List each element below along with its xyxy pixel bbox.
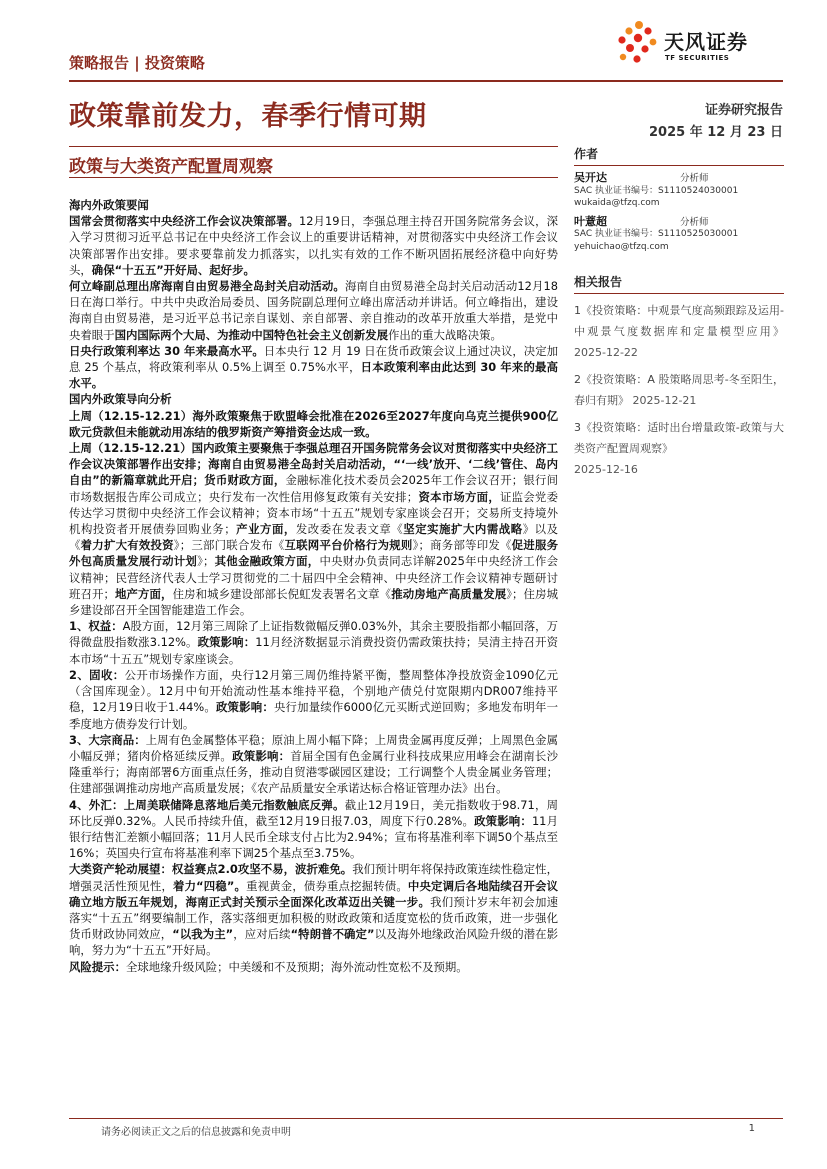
logo-name: 天风证券 [664, 30, 748, 54]
paragraph-fx: 4、外汇：上周美联储降息落地后美元指数触底反弹。截止12月19日，美元指数收于98.71，周环比反弹0.32%。人民币持续升值，截至12月19日报7.03，周度下行0.28%。政策影响：11月银行结售汇差额小幅回落；11月人民币全球支付占比为2.94%；宣布将基准利率下调50个基点至16%；英国央行宣布将基准利率下调25个基点至3.75%。 [69, 797, 558, 861]
analyst-email[interactable]: yehuichao@tfzq.com [574, 241, 669, 252]
logo-subtitle: TF SECURITIES [665, 54, 730, 62]
analyst-name: 吴开达 [574, 171, 607, 184]
report-date: 2025 年 12 月 23 日 [649, 125, 783, 140]
related-report-item[interactable] [574, 417, 784, 480]
analyst-name: 叶薏超 [574, 214, 607, 228]
related-report-title[interactable]: 3《投资策略：适时出台增量政策-政策与大类资产配置周观察》 [574, 421, 784, 455]
page-title: 政策靠前发力，春季行情可期 [69, 101, 427, 132]
logo-dot-7 [626, 44, 634, 52]
paragraph-domestic-policy: 上周（12.15-12.21）国内政策主要聚焦于李强总理召开国务院常务会议对贯彻落实中央经济工作会议决策部署作出安排；海南自由贸易港全岛封关启动活动，“‘一线’放开、‘二线’管住、岛内自由”的新篇章就此开启；货币财政方面，金融标准化技术委员会2025年工作会议召开；银行间市场数据报告库公司成立；央行发布一次性信用修复政策有关安排；资本市场方面，证监会党委传达学习贯彻中央经济工作会议精神；资本市场“十五五”规划专家座谈会召开；交易所支持境外机构投资者开展债券回购业务；产业方面，发改委在发表文章《坚定实施扩大内需战略》以及《着力扩大有效投资》；三部门联合发布《互联网平台价格行为规则》；商务部等印发《促进服务外包高质量发展行动计划》；其他金融政策方面，中央财办负责同志详解2025年中央经济工作会议精神；民营经济代表人士学习贯彻党的二十届四中全会精神、中央经济工作会议精神专题研讨班召开；地产方面，住房和城乡建设部部长倪虹发表署名文章《推动房地产高质量发展》；住房城乡建设部召开全国智能建造工作会。 [69, 441, 558, 618]
title-divider [69, 146, 558, 147]
logo-mark-icon [614, 20, 658, 66]
footer-disclaimer: 请务必阅读正文之后的信息披露和免责申明 [101, 1127, 291, 1138]
related-report-item[interactable] [574, 369, 784, 411]
logo-dot-6 [650, 39, 657, 46]
logo-dot-8 [641, 45, 648, 52]
logo-dot-1 [635, 21, 643, 29]
analyst-card [574, 216, 784, 254]
logo-dot-5 [634, 34, 642, 42]
related-report-item[interactable] [574, 300, 784, 363]
page-subtitle: 政策与大类资产配置周观察 [69, 157, 273, 177]
analyst-role: 分析师 [680, 173, 709, 184]
paragraph-fixed-income: 2、固收：公开市场操作方面，央行12月第三周仍维持紧平衡，整周整体净投放资金1090亿元（含国库现金）。12月中旬开始流动性基本维持平稳，个别地产债兑付宽限期内DR007维持平稳，12月19日收于1.44%。政策影响：央行加量续作6000亿元买断式逆回购；多地发布明年一季度地方债券发行计划。 [69, 667, 558, 731]
related-report-date: 2025-12-21 [632, 394, 697, 407]
related-report-title[interactable]: 2《投资策略：A 股策略周思考-冬至阳生，春归有期》 [574, 373, 784, 407]
paragraph-risk: 风险提示：全球地缘升级风险；中美缓和不及预期；海外流动性宽松不及预期。 [69, 959, 468, 974]
paragraph-overseas-policy: 上周（12.15-12.21）海外政策聚焦于欧盟峰会批准在2026至2027年度向乌克兰提供900亿欧元贷款但未能就动用冻结的俄罗斯资产筹措资金达成一致。 [69, 408, 558, 439]
related-reports [574, 273, 784, 480]
paragraph-boj: 日央行政策利率达 30 年来最高水平。日本央行 12 月 19 日在货币政策会议上通过决议，决定加息 25 个基点，将政策利率从 0.5%上调至 0.75%水平，日本政策利率由此达到 30 年来的最高水平。 [69, 343, 558, 391]
top-divider [69, 80, 783, 82]
analyst-card [574, 172, 784, 210]
logo-dot-9 [620, 54, 626, 60]
paragraph-equity: 1、权益：A股方面，12月第三周除了上证指数微幅反弹0.03%外，其余主要股指都小幅回落，万得微盘股指数涨3.12%。政策影响：11月经济数据显示消费投资仍需政策扶持；吴清主持召开资本市场“十五五”规划专家座谈会。 [69, 619, 558, 666]
sidebar [574, 145, 784, 480]
section-heading-policy-news: 海内外政策要闻 [69, 198, 149, 212]
logo-dot-10 [633, 55, 640, 62]
related-heading: 相关报告 [574, 273, 784, 294]
page-number: 1 [748, 1123, 755, 1134]
section-heading-policy-analysis: 国内外政策导向分析 [69, 392, 172, 407]
logo-dot-3 [644, 27, 651, 34]
report-type: 证券研究报告 [704, 103, 783, 118]
tf-securities-logo [614, 20, 764, 70]
logo-dot-4 [618, 36, 625, 43]
paragraph-outlook: 大类资产轮动展望：权益赛点2.0攻坚不易，波折难免。我们预计明年将保持政策连续性稳定性，增强灵活性预见性，着力“四稳”。重视黄金，债券重点挖掘转债。中央定调后各地陆续召开会议确立地方版五年规划，海南正式封关预示全面深化改革迈出关键一步。我们预计岁末年初会加速落实“十五五”纲要编制工作，落实落细更加积极的财政政策和适度宽松的货币政策，进一步强化货币财政协同效应，“以我为主”，应对后续“特朗普不确定”以及海外地缘政治风险升级的潜在影响，努力为“十五五”开好局。 [69, 862, 558, 958]
analyst-cert: SAC 执业证书编号：S1110525030001 [574, 229, 739, 239]
footer-divider [69, 1118, 783, 1119]
subtitle-divider [69, 177, 558, 178]
related-report-date: 2025-12-22 [574, 346, 638, 359]
paragraph-hainan: 何立峰副总理出席海南自由贸易港全岛封关启动活动。海南自由贸易港全岛封关启动活动12月18日在海口举行。中共中央政治局委员、国务院副总理何立峰出席活动并讲话。何立峰指出，建设海南自由贸易港，是习近平总书记亲自谋划、亲自部署、亲自推动的改革开放重大举措，是党中央着眼于国内国际两个大局、为推动中国特色社会主义创新发展作出的重大战略决策。 [69, 279, 558, 342]
main-body [69, 197, 558, 975]
related-report-title[interactable]: 1《投资策略：中观景气度高频跟踪及运用-中观景气度数据库和定量模型应用》 [574, 304, 784, 338]
logo-dot-2 [625, 27, 632, 34]
authors-heading: 作者 [574, 145, 784, 166]
report-category: 策略报告 | 投资策略 [69, 54, 205, 72]
analyst-role: 分析师 [680, 216, 709, 228]
analyst-cert: SAC 执业证书编号：S1110524030001 [574, 185, 739, 196]
related-report-date: 2025-12-16 [574, 463, 638, 476]
paragraph-state-council: 国常会贯彻落实中央经济工作会议决策部署。12月19日，李强总理主持召开国务院常务会议，深入学习贯彻习近平总书记在中央经济工作会议上的重要讲话精神，对贯彻落实中央经济工作会议决策部署作出安排。要求要靠前发力抓落实，以扎实有效的工作不断巩固拓展经济稳中向好势头，确保“十五五”开好局、起好步。 [69, 214, 558, 277]
paragraph-commodities: 3、大宗商品：上周有色金属整体平稳；原油上周小幅下降；上周贵金属再度反弹；上周黑色金属小幅反弹；猪肉价格延续反弹。政策影响：首届全国有色金属行业科技成果应用峰会在湖南长沙隆重举行；海南部署6方面重点任务，推动自贸港零碳园区建设；工行调整个人贵金属业务管理；住建部强调推动房地产高质量发展；《农产品质量安全承诺达标合格证管理办法》出台。 [69, 732, 558, 796]
analyst-email[interactable]: wukaida@tfzq.com [574, 198, 660, 208]
